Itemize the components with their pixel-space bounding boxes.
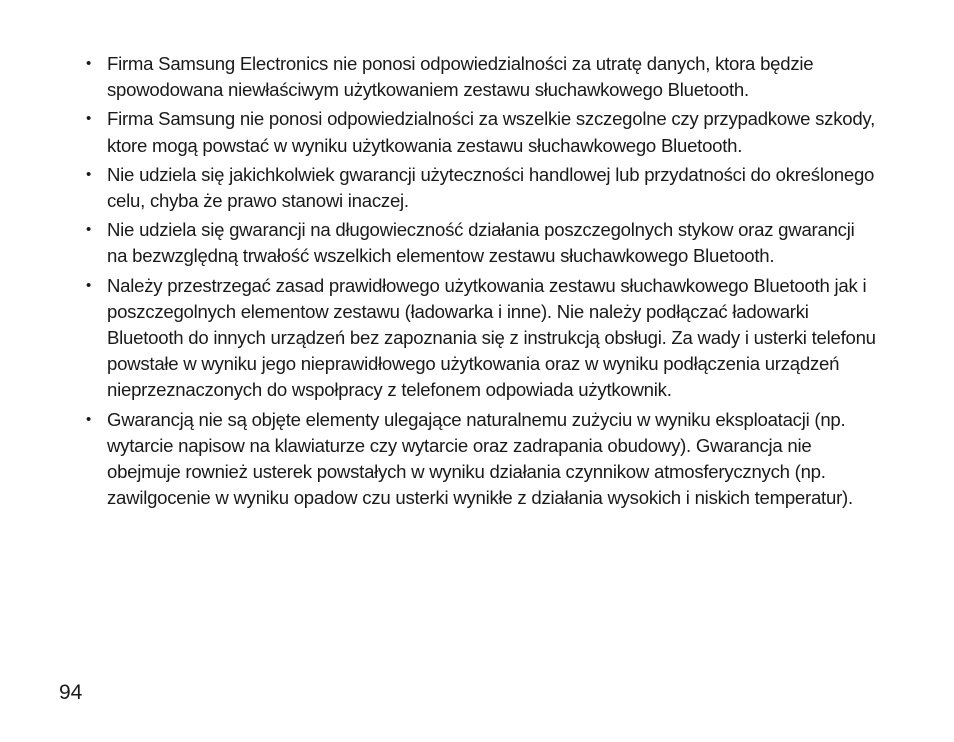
bullet-marker: •: [86, 110, 92, 128]
bullet-marker: •: [86, 221, 92, 239]
page-number: 94: [59, 681, 83, 704]
bullet-marker: •: [86, 276, 92, 294]
list-item-text: Nie udziela się gwarancji na długowieczność działania poszczegolnych stykow oraz gwarancji na bezwzględną trwałość wszelkich elementow zestawu słuchawkowego Bluetooth.: [107, 219, 855, 267]
list-item-text: Firma Samsung nie ponosi odpowiedzialności za wszelkie szczegolne czy przypadkowe szkody, ktore mogą powstać w wyniku użytkowania zestawu słuchawkowego Bluetooth.: [107, 108, 876, 156]
list-item-text: Należy przestrzegać zasad prawidłowego użytkowania zestawu słuchawkowego Bluetooth jak i poszczegolnych elementow zestawu (ładowarka i inne). Nie należy podłączać ładowarki Bluetooth do innych urządzeń bez zapoznania się z instrukcją obsługi. Za wady i usterki telefonu powstałe w wyniku jego nieprawidłowego użytkowania oraz w wyniku podłączenia urządzeń nieprzeznaczonych do wspołpracy z telefonem odpowiada użytkownik.: [107, 274, 876, 401]
bullet-marker: •: [86, 55, 92, 72]
bullet-marker: •: [86, 165, 92, 183]
list-item-text: Nie udziela się jakichkolwiek gwarancji użyteczności handlowej lub przydatności do określonego celu, chyba że prawo stanowi inaczej.: [107, 163, 875, 212]
list-item-text: Gwarancją nie są objęte elementy ulegające naturalnemu zużyciu w wyniku eksploatacji (np. wytarcie napisow na klawiaturze czy wytarcie oraz zadrapania obudowy). Gwarancja nie obejmuje rownież usterek powstałych w wyniku działania czynnikow atmosferycznych (np. zawilgocenie w wyniku opadow czu usterki wynikłe z działania wysokich i niskich temperatur).: [107, 408, 853, 509]
list-item: [86, 407, 876, 512]
list-item: [86, 51, 876, 103]
list-item: [86, 162, 876, 214]
list-item: [86, 217, 876, 269]
bullet-list: [86, 51, 876, 514]
bullet-marker: •: [86, 410, 92, 428]
list-item: [86, 106, 876, 158]
list-item: [86, 273, 876, 404]
list-item-text: Firma Samsung Electronics nie ponosi odpowiedzialności za utratę danych, ktora będzie spowodowana niewłaściwym użytkowaniem zestawu słuchawkowego Bluetooth.: [107, 53, 814, 101]
